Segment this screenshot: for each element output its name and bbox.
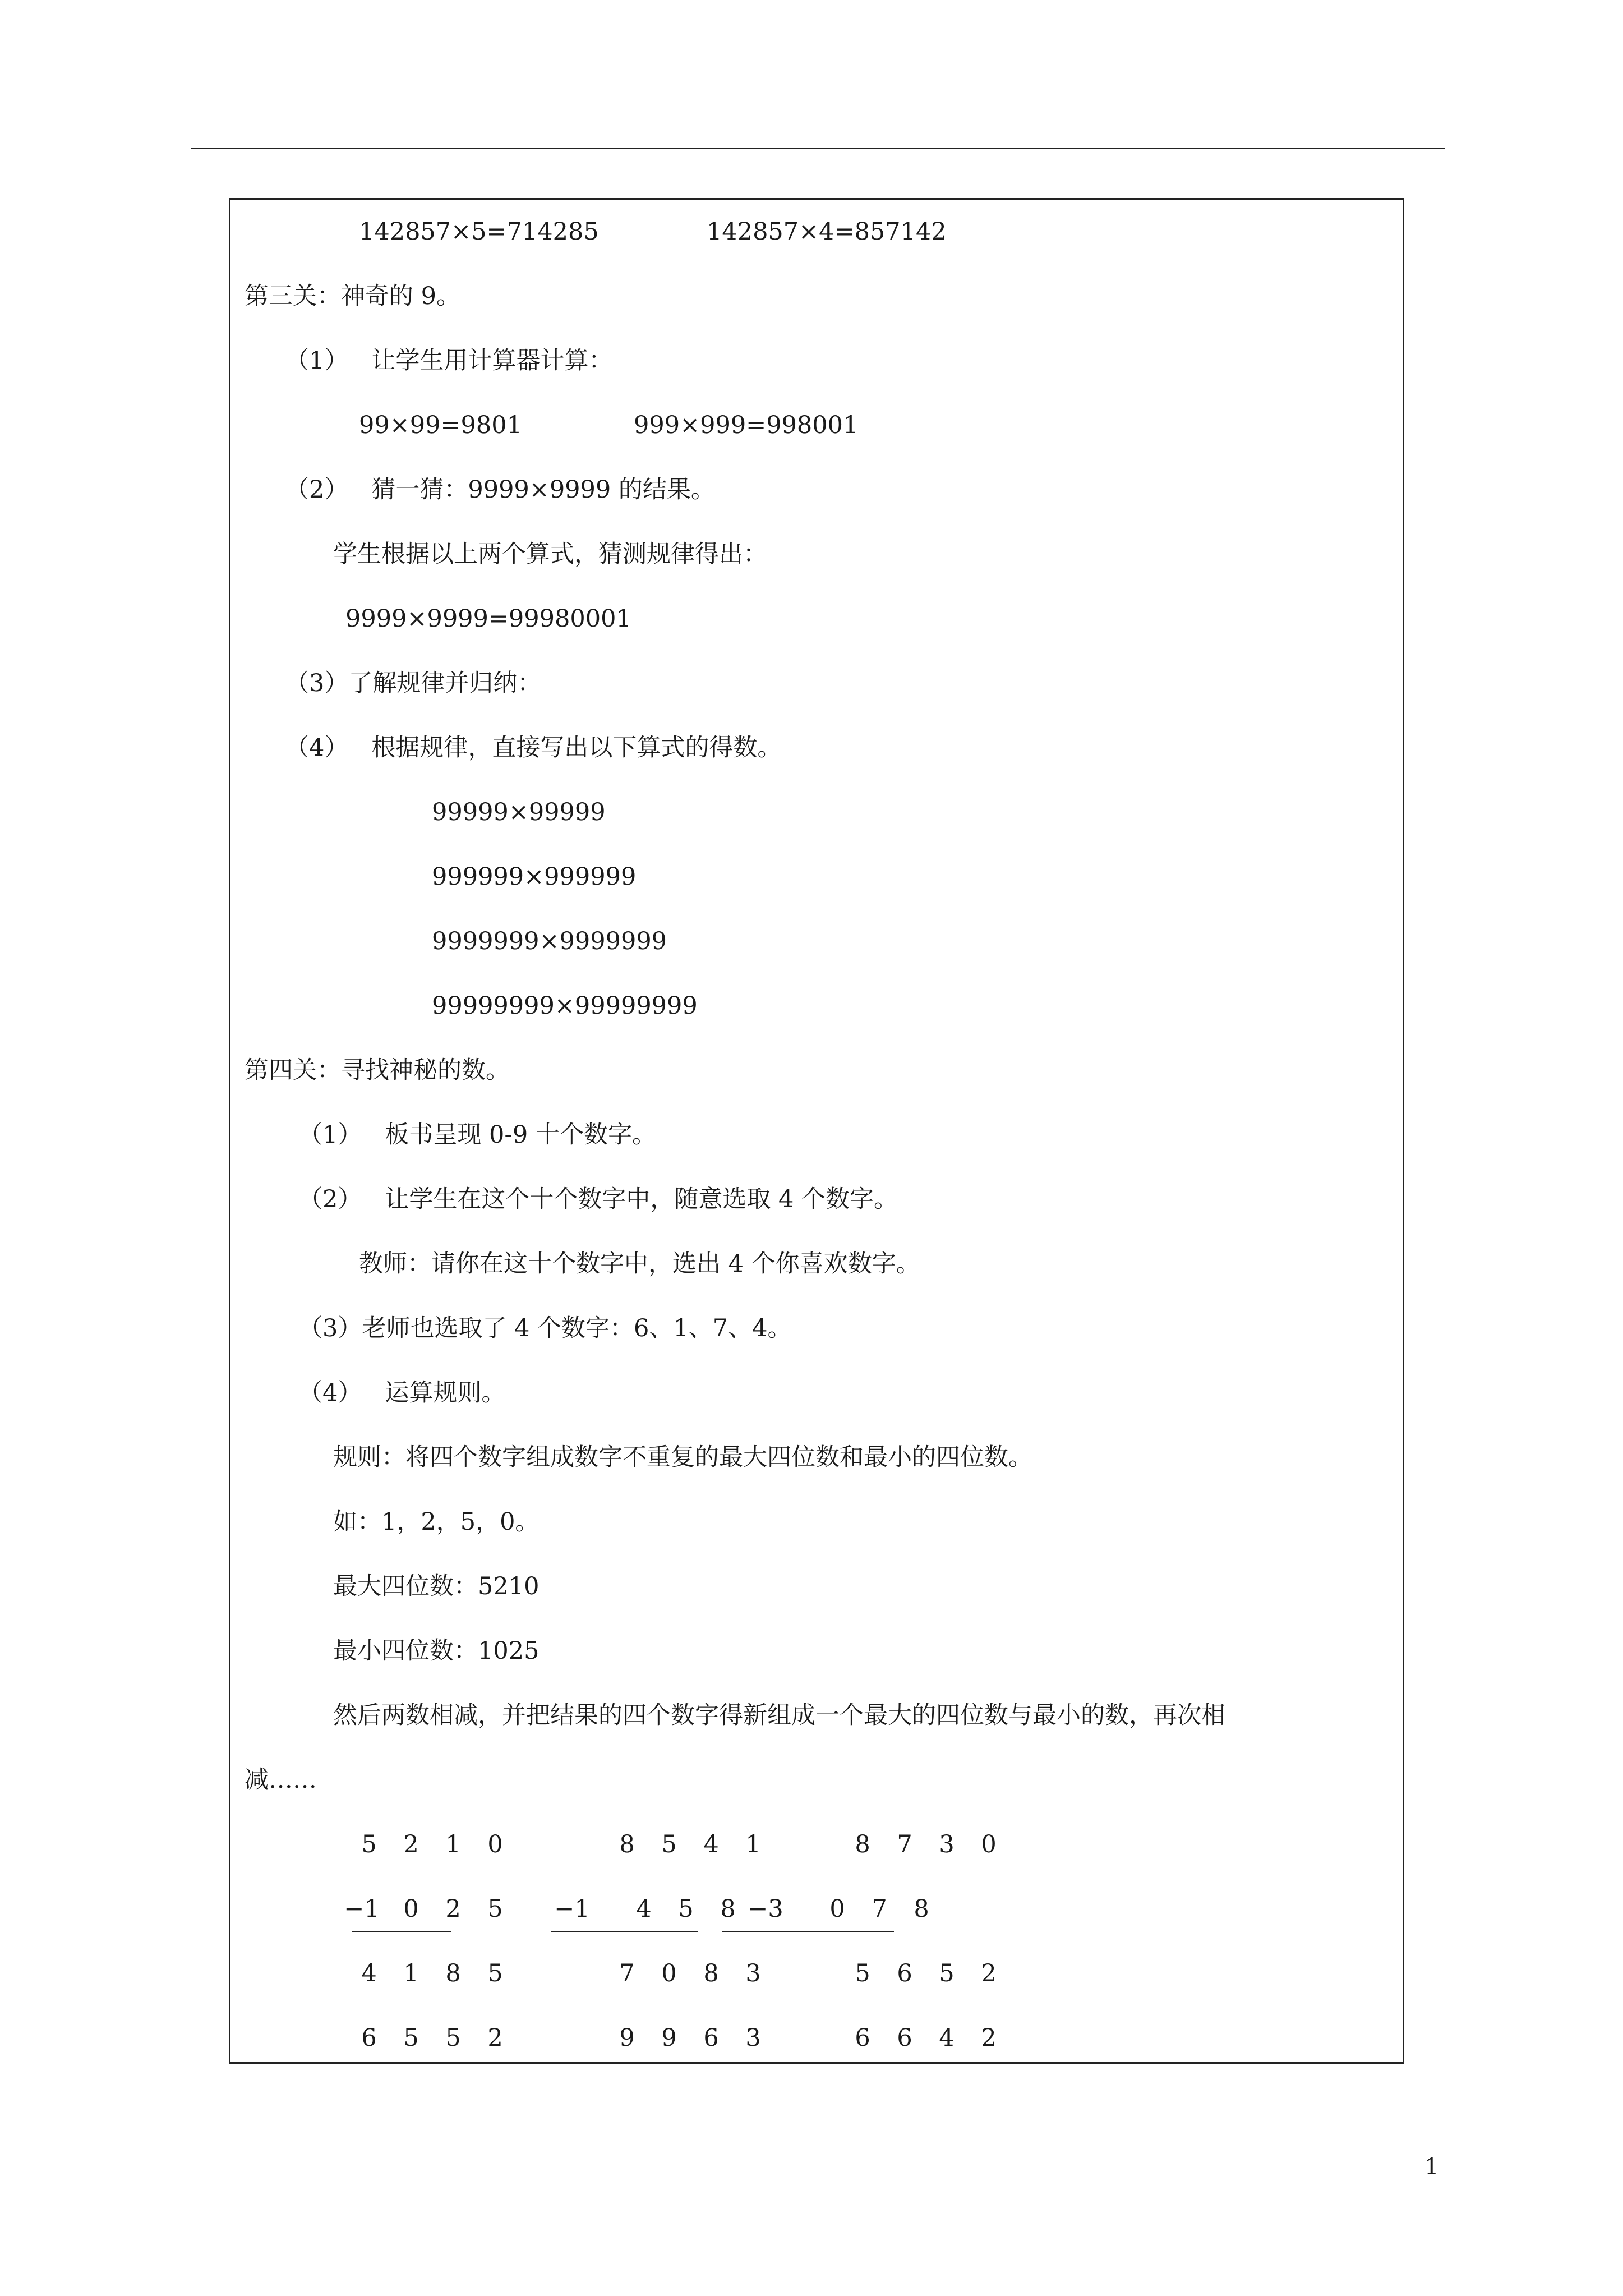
text-line: 99999999×99999999	[432, 992, 698, 1020]
calc-digit: 7	[872, 1895, 887, 1923]
calc-digit: 8	[619, 1830, 635, 1858]
calc-digit: 5	[361, 1830, 377, 1858]
text-line: （3）了解规律并归纳：	[285, 669, 542, 697]
calc-digit: 0	[487, 1830, 503, 1858]
calc-digit: 0	[403, 1895, 419, 1923]
calc-digit: 6	[855, 2024, 870, 2052]
calc-digit: 2	[981, 2024, 997, 2052]
text-line: 999×999=998001	[634, 411, 859, 439]
subtraction-line	[352, 1931, 451, 1932]
calc-digit: 9	[661, 2024, 677, 2052]
subtraction-line	[551, 1931, 698, 1932]
calc-digit: 8	[855, 1830, 870, 1858]
section-heading: 第四关：寻找神秘的数。	[245, 1056, 510, 1084]
calc-digit: 2	[487, 2024, 503, 2052]
text-line: 99×99=9801	[359, 411, 522, 439]
page-number: 1	[1424, 2154, 1439, 2180]
calc-digit: 9	[619, 2024, 635, 2052]
calc-digit: 7	[619, 1959, 635, 1987]
text-line: 学生根据以上两个算式，猜测规律得出：	[333, 540, 767, 568]
calc-digit: 2	[403, 1830, 419, 1858]
calc-digit: 0	[661, 1959, 677, 1987]
calc-digit: 6	[897, 2024, 912, 2052]
calc-digit: 5	[678, 1895, 694, 1923]
text-line: 142857×5=714285	[359, 218, 599, 246]
text-line: 如：1，2，5，0。	[333, 1508, 540, 1536]
calc-digit: 2	[445, 1895, 461, 1923]
calc-digit: 4	[361, 1959, 377, 1987]
calc-digit: 3	[939, 1830, 955, 1858]
calc-digit: 8	[914, 1895, 929, 1923]
calc-digit: 8	[703, 1959, 719, 1987]
calc-digit: 0	[981, 1830, 997, 1858]
calc-digit: 8	[720, 1895, 736, 1923]
calc-digit: 3	[745, 2024, 761, 2052]
calc-digit: 7	[897, 1830, 912, 1858]
calc-digit: 5	[445, 2024, 461, 2052]
calc-digit: 4	[939, 2024, 955, 2052]
calc-digit: 5	[487, 1959, 503, 1987]
text-line: （1） 让学生用计算器计算：	[285, 347, 613, 375]
text-line: （2） 让学生在这个十个数字中，随意选取 4 个数字。	[298, 1185, 898, 1213]
calc-digit: −1	[344, 1895, 380, 1923]
text-line: 142857×4=857142	[707, 218, 947, 246]
calc-digit: 1	[403, 1959, 419, 1987]
subtraction-line	[722, 1931, 894, 1932]
text-line: 规则：将四个数字组成数字不重复的最大四位数和最小的四位数。	[333, 1443, 1032, 1471]
calc-digit: 8	[445, 1959, 461, 1987]
calc-digit: 0	[829, 1895, 845, 1923]
text-line: 最大四位数：5210	[333, 1572, 540, 1600]
text-line: 9999×9999=99980001	[345, 605, 631, 633]
text-line: （4） 运算规则。	[298, 1379, 506, 1407]
text-line: （4） 根据规律，直接写出以下算式的得数。	[285, 734, 782, 762]
text-line: 9999999×9999999	[432, 927, 667, 955]
calc-digit: 6	[703, 2024, 719, 2052]
calc-digit: 5	[939, 1959, 955, 1987]
calc-digit: −1	[554, 1895, 590, 1923]
calc-digit: 6	[361, 2024, 377, 2052]
calc-digit: 5	[661, 1830, 677, 1858]
text-line: （2） 猜一猜：9999×9999 的结果。	[285, 476, 715, 504]
calc-digit: 5	[855, 1959, 870, 1987]
calc-digit: 3	[745, 1959, 761, 1987]
calc-digit: 6	[897, 1959, 912, 1987]
text-line: （1） 板书呈现 0-9 十个数字。	[298, 1121, 656, 1149]
text-line: 最小四位数：1025	[333, 1637, 540, 1665]
calc-digit: 5	[487, 1895, 503, 1923]
text-line: （3）老师也选取了 4 个数字：6、1、7、4。	[298, 1314, 792, 1342]
calc-digit: 5	[403, 2024, 419, 2052]
text-line: 减……	[245, 1766, 317, 1794]
text-line: 999999×999999	[432, 863, 637, 891]
text-line: 教师：请你在这十个数字中，选出 4 个你喜欢数字。	[359, 1250, 920, 1278]
calc-digit: −3	[748, 1895, 783, 1923]
calc-digit: 2	[981, 1959, 997, 1987]
calc-digit: 1	[745, 1830, 761, 1858]
calc-digit: 4	[703, 1830, 719, 1858]
calc-digit: 1	[445, 1830, 461, 1858]
text-line: 99999×99999	[432, 798, 606, 826]
header-rule	[191, 148, 1445, 149]
section-heading: 第三关：神奇的 9。	[245, 282, 461, 310]
text-line: 然后两数相减，并把结果的四个数字得新组成一个最大的四位数与最小的数，再次相	[333, 1701, 1225, 1729]
calc-digit: 4	[636, 1895, 652, 1923]
